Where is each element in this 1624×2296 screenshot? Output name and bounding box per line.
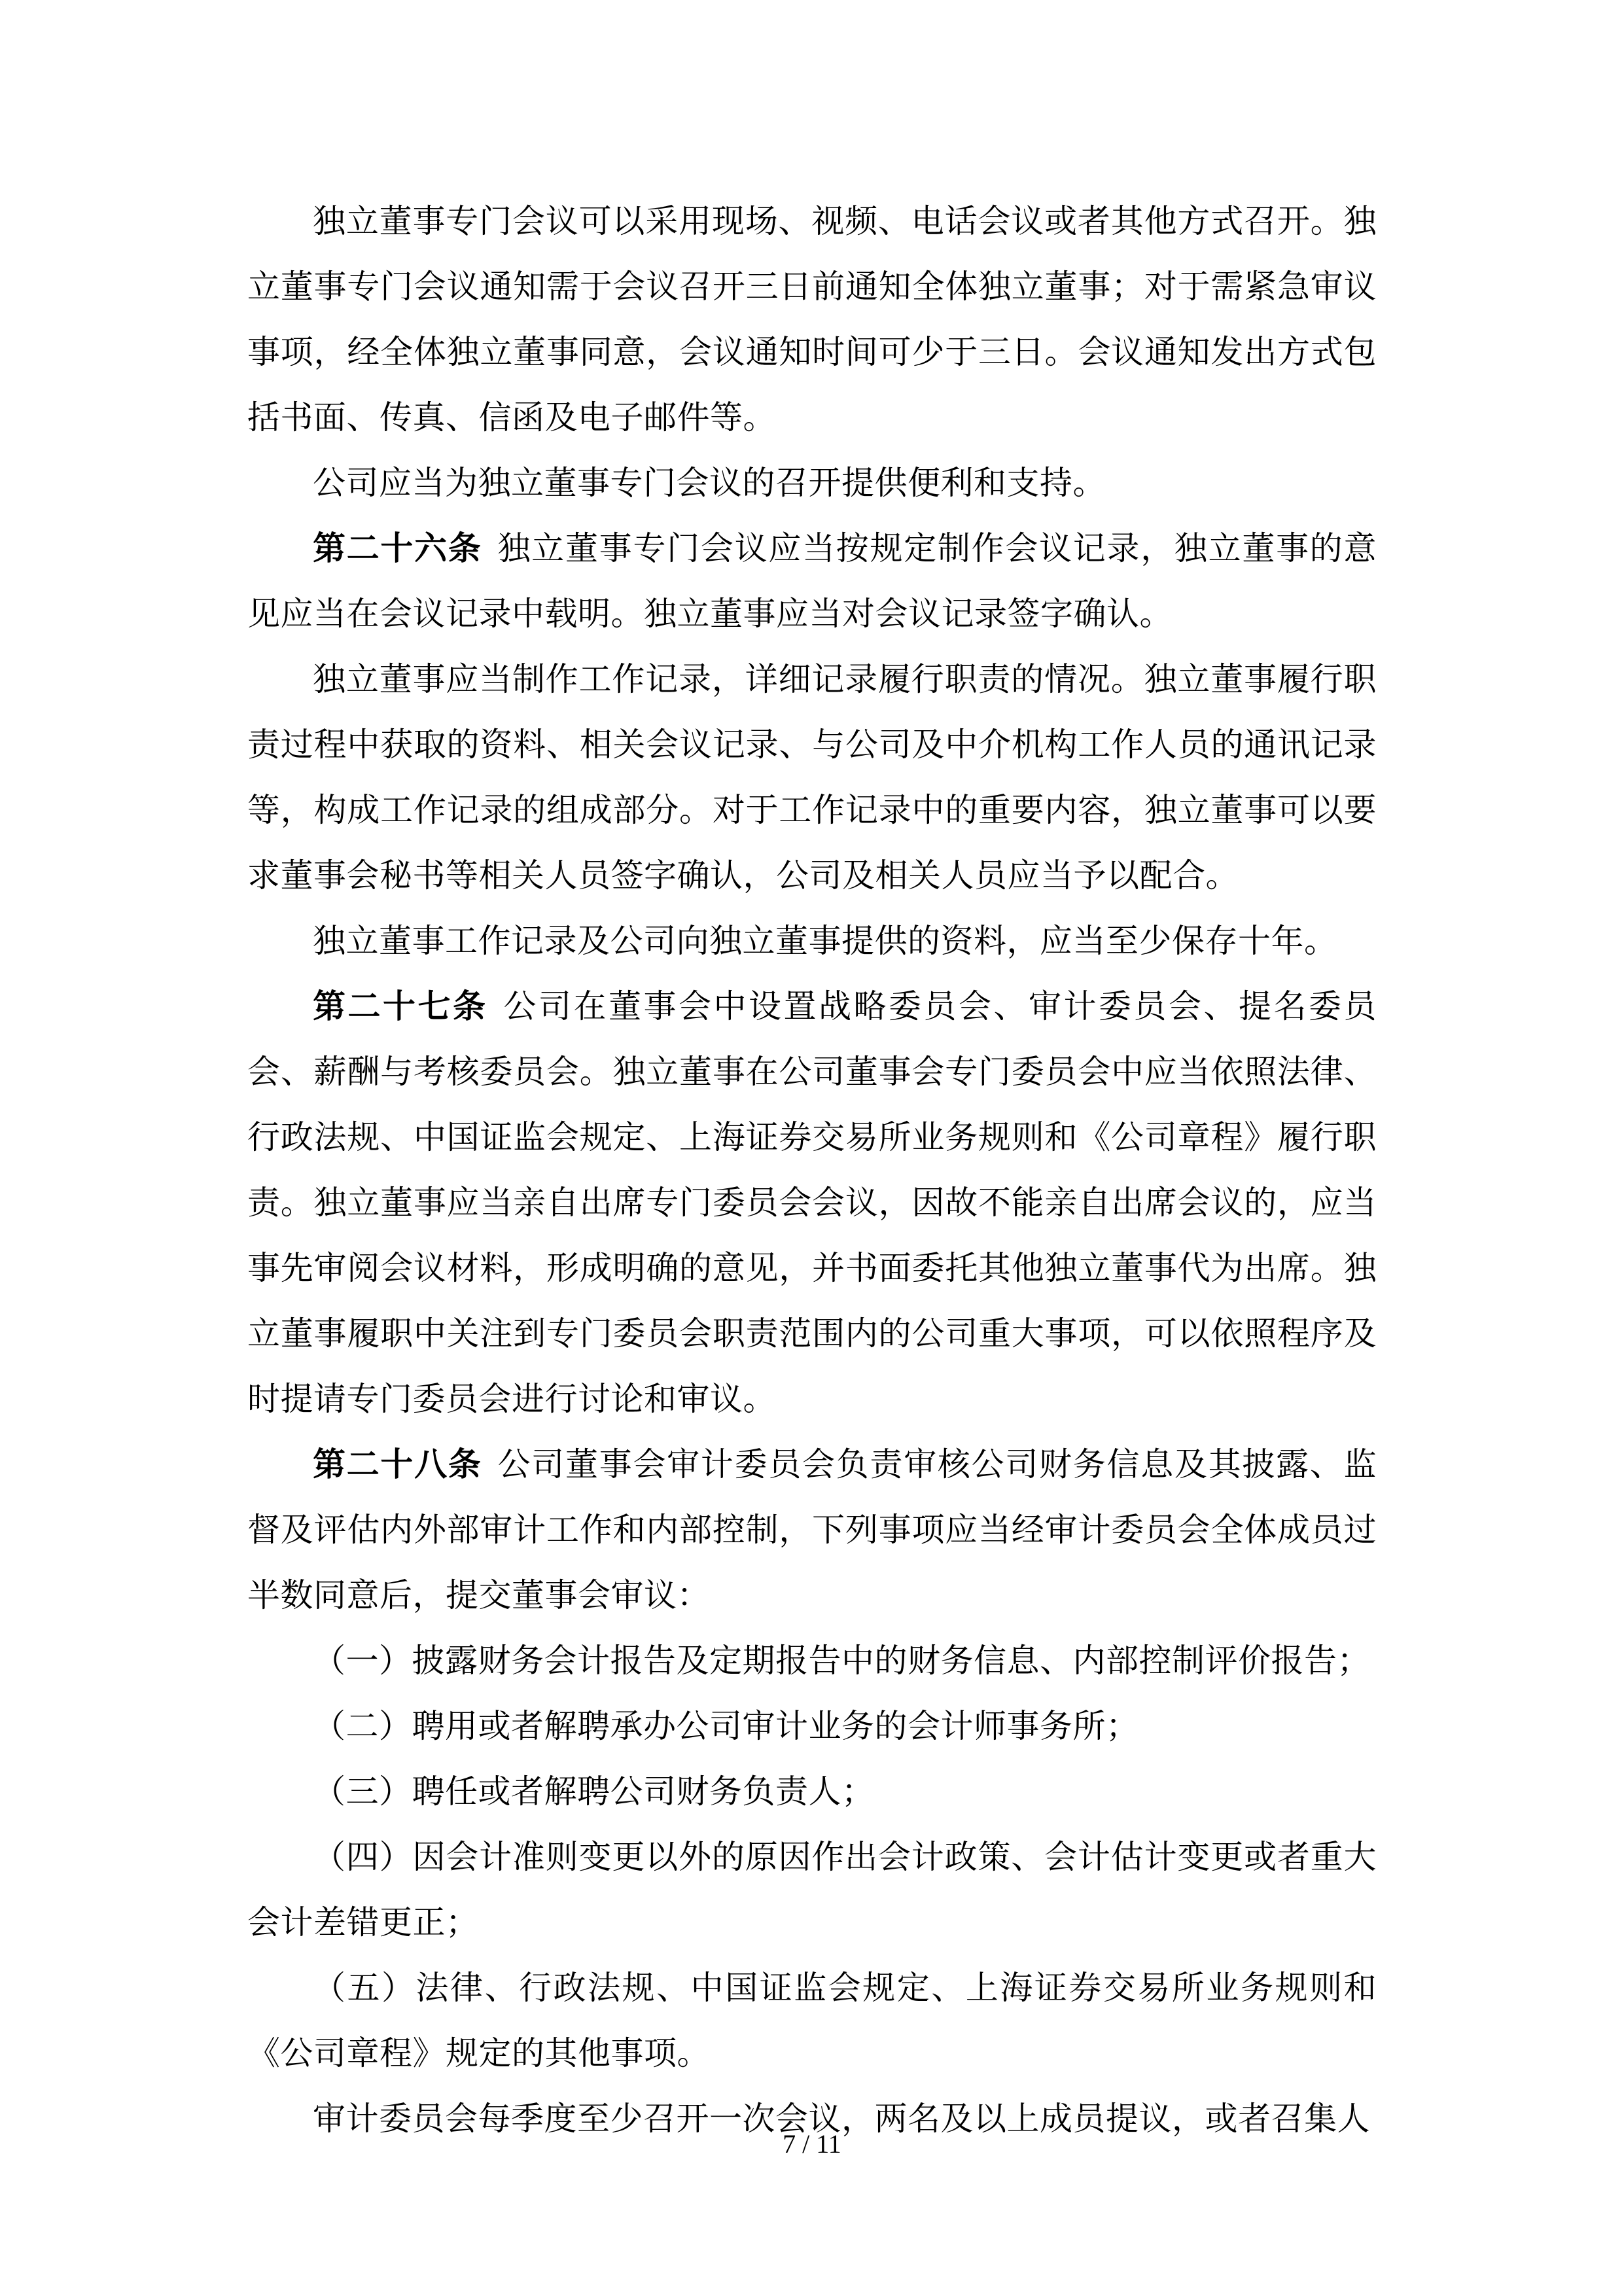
list-item — [247, 1628, 1377, 1693]
list-item — [247, 1955, 1377, 2086]
list-item-text: （三）聘任或者解聘公司财务负责人； — [313, 1773, 875, 1810]
article-number: 第二十八条 — [313, 1445, 482, 1483]
list-item — [247, 1824, 1377, 1955]
paragraph-text: 独立董事应当制作工作记录，详细记录履行职责的情况。独立董事履行职责过程中获取的资料、相关会议记录、与公司及中介机构工作人员的通讯记录等，构成工作记录的组成部分。对于工作记录中的重要内容，独立董事可以要求董事会秘书等相关人员签字确认，公司及相关人员应当予以配合。 — [247, 660, 1377, 894]
list-item — [247, 1693, 1377, 1759]
list-item — [247, 1759, 1377, 1824]
document-body — [247, 188, 1377, 2151]
list-item-text: （四）因会计准则变更以外的原因作出会计政策、会计估计变更或者重大会计差错更正； — [247, 1838, 1377, 1941]
paragraph-text: 独立董事工作记录及公司向独立董事提供的资料，应当至少保存十年。 — [313, 922, 1337, 960]
page-number: 7 / 11 — [783, 2129, 841, 2159]
paragraph — [247, 450, 1377, 516]
paragraph-text: 审计委员会每季度至少召开一次会议，两名及以上成员提议，或者召集人 — [313, 2100, 1370, 2138]
article-number: 第二十六条 — [313, 529, 482, 567]
article-paragraph — [247, 1432, 1377, 1628]
article-paragraph — [247, 516, 1377, 646]
paragraph-text: 公司应当为独立董事专门会议的召开提供便利和支持。 — [313, 464, 1106, 502]
article-paragraph — [247, 974, 1377, 1432]
list-item-text: （二）聘用或者解聘承办公司审计业务的会计师事务所； — [313, 1707, 1139, 1745]
paragraph-text: 独立董事专门会议可以采用现场、视频、电话会议或者其他方式召开。独立董事专门会议通知需于会议召开三日前通知全体独立董事；对于需紧急审议事项，经全体独立董事同意，会议通知时间可少于三日。会议通知发出方式包括书面、传真、信函及电子邮件等。 — [247, 202, 1377, 436]
paragraph-text: 公司董事会审计委员会负责审核公司财务信息及其披露、监督及评估内外部审计工作和内部控制，下列事项应当经审计委员会全体成员过半数同意后，提交董事会审议： — [247, 1445, 1377, 1614]
paragraph-text: 公司在董事会中设置战略委员会、审计委员会、提名委员会、薪酬与考核委员会。独立董事在公司董事会专门委员会中应当依照法律、行政法规、中国证监会规定、上海证券交易所业务规则和《公司章程》履行职责。独立董事应当亲自出席专门委员会会议，因故不能亲自出席会议的，应当事先审阅会议材料，形成明确的意见，并书面委托其他独立董事代为出席。独立董事履职中关注到专门委员会职责范围内的公司重大事项，可以依照程序及时提请专门委员会进行讨论和审议。 — [247, 987, 1377, 1418]
list-item-text: （五）法律、行政法规、中国证监会规定、上海证券交易所业务规则和《公司章程》规定的其他事项。 — [247, 1969, 1377, 2072]
paragraph-text: 独立董事专门会议应当按规定制作会议记录，独立董事的意见应当在会议记录中载明。独立董事应当对会议记录签字确认。 — [247, 529, 1377, 633]
list-item-text: （一）披露财务会计报告及定期报告中的财务信息、内部控制评价报告； — [313, 1642, 1370, 1680]
paragraph — [247, 188, 1377, 450]
paragraph — [247, 646, 1377, 908]
article-number: 第二十七条 — [313, 987, 488, 1025]
paragraph — [247, 908, 1377, 974]
